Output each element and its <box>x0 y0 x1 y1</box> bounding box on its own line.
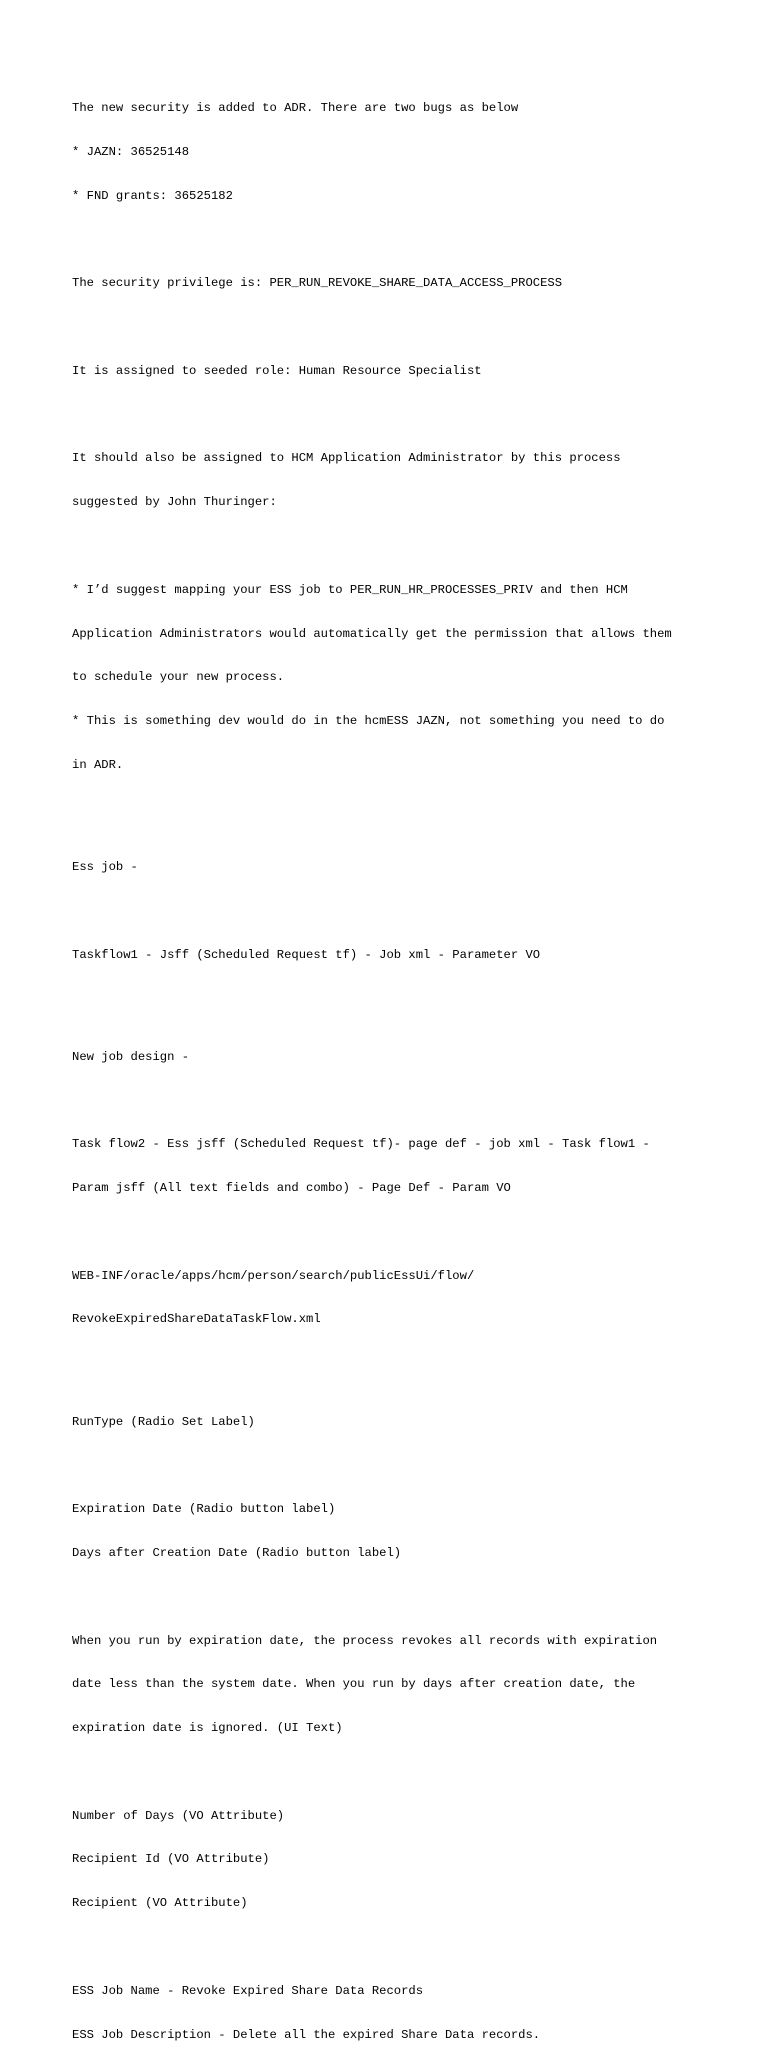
text-line: * This is something dev would do in the hcmESS JAZN, not something you need to do <box>72 714 665 729</box>
hcm-admin-assignment <box>72 422 712 539</box>
ui-text-description <box>72 1604 712 1765</box>
ess-job-heading <box>72 831 712 904</box>
text-line: Number of Days (VO Attribute) <box>72 1808 285 1823</box>
text-line: Ess job - <box>72 860 138 875</box>
text-line: * I’d suggest mapping your ESS job to PER_RUN_HR_PROCESSES_PRIV and then HCM <box>72 582 628 597</box>
suggestion-bullets <box>72 554 712 802</box>
ess-job-info <box>72 1955 712 2048</box>
new-job-design-heading <box>72 1021 712 1094</box>
text-line: The security privilege is: PER_RUN_REVOKE_SHARE_DATA_ACCESS_PROCESS <box>72 276 563 291</box>
text-line: It should also be assigned to HCM Application Administrator by this process <box>72 451 621 466</box>
text-line: Application Administrators would automatically get the permission that allows them <box>72 626 672 641</box>
text-line: Days after Creation Date (Radio button label) <box>72 1545 402 1560</box>
text-line: date less than the system date. When you run by days after creation date, the <box>72 1677 636 1692</box>
text-line: Param jsff (All text fields and combo) - Page Def - Param VO <box>72 1181 511 1196</box>
document-page <box>72 72 712 2048</box>
text-line: Expiration Date (Radio button label) <box>72 1502 336 1517</box>
security-intro <box>72 72 712 233</box>
seeded-role <box>72 335 712 408</box>
text-line: * FND grants: 36525182 <box>72 188 233 203</box>
text-line: RevokeExpiredShareDataTaskFlow.xml <box>72 1312 321 1327</box>
text-line: WEB-INF/oracle/apps/hcm/person/search/publicEssUi/flow/ <box>72 1268 475 1283</box>
text-line: Task flow2 - Ess jsff (Scheduled Request tf)- page def - job xml - Task flow1 - <box>72 1137 650 1152</box>
text-line: suggested by John Thuringer: <box>72 495 277 510</box>
taskflow2-chain <box>72 1108 712 1225</box>
text-line: It is assigned to seeded role: Human Resource Specialist <box>72 363 482 378</box>
text-line: in ADR. <box>72 757 124 772</box>
text-line: Taskflow1 - Jsff (Scheduled Request tf) - Job xml - Parameter VO <box>72 947 541 962</box>
text-line: to schedule your new process. <box>72 670 285 685</box>
text-line: Recipient (VO Attribute) <box>72 1896 248 1911</box>
text-line: RunType (Radio Set Label) <box>72 1414 255 1429</box>
security-privilege <box>72 247 712 320</box>
radio-button-labels <box>72 1473 712 1590</box>
text-line: The new security is added to ADR. There are two bugs as below <box>72 101 519 116</box>
text-line: When you run by expiration date, the process revokes all records with expiration <box>72 1633 658 1648</box>
text-line: * JAZN: 36525148 <box>72 144 190 159</box>
taskflow-path <box>72 1240 712 1357</box>
taskflow1-chain <box>72 918 712 991</box>
text-line: ESS Job Name - Revoke Expired Share Data Records <box>72 1983 424 1998</box>
vo-attributes <box>72 1779 712 1940</box>
text-line: expiration date is ignored. (UI Text) <box>72 1721 343 1736</box>
text-line: New job design - <box>72 1049 190 1064</box>
runtype-label <box>72 1385 712 1458</box>
text-line: ESS Job Description - Delete all the expired Share Data records. <box>72 2027 541 2042</box>
text-line: Recipient Id (VO Attribute) <box>72 1852 270 1867</box>
